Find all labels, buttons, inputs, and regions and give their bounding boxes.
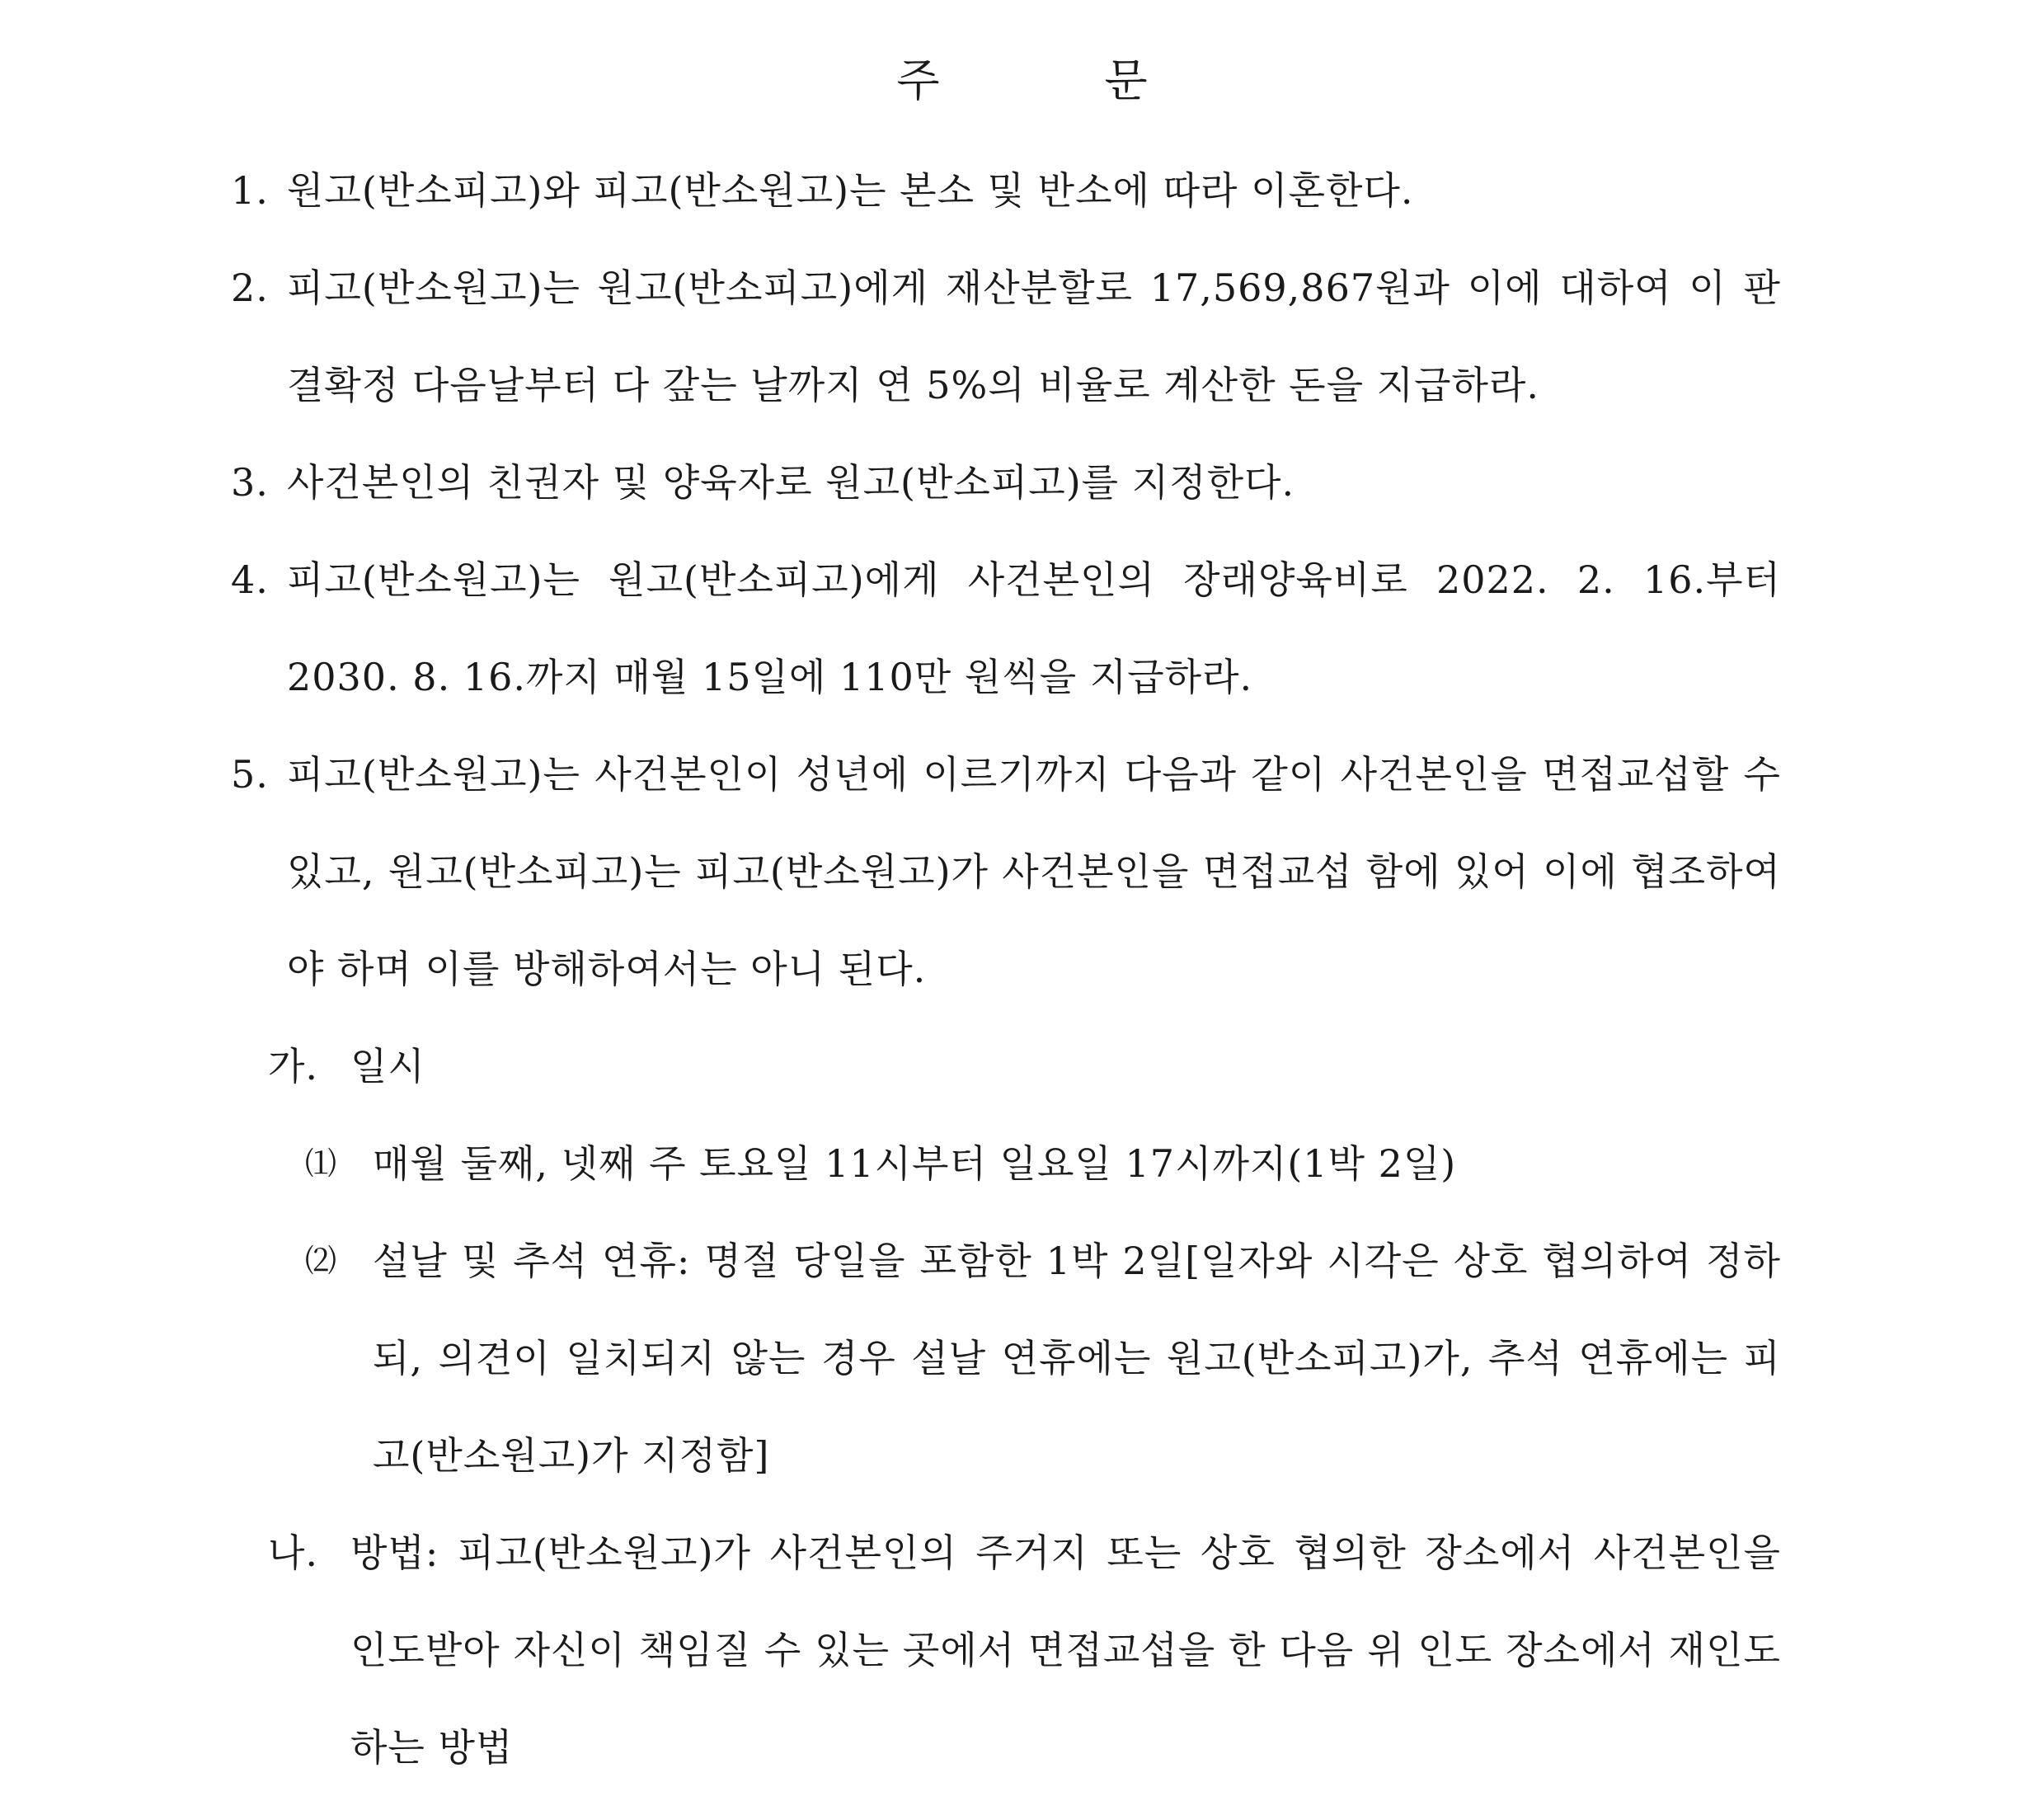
judgment-item-4 [231, 531, 1781, 726]
item-number: 2. [231, 266, 269, 310]
judgment-item-3 [231, 434, 1781, 531]
title-char-right: 문 [1104, 54, 1148, 106]
item-number: 5. [231, 752, 269, 797]
schedule-text: 설날 및 추석 연휴: 명절 당일을 포함한 1박 2일[일자와 시각은 상호 협의하여 정하되, 의견이 일치되지 않는 경우 설날 연휴에는 원고(반소피고)가, 추석 연휴에는 피고(반소원고)가 지정함] [373, 1239, 1781, 1478]
title-char-left: 주 [896, 54, 940, 106]
judgment-item-1 [231, 142, 1781, 239]
item-text: 피고(반소원고)는 원고(반소피고)에게 재산분할로 17,569,867원과 이에 대하여 이 판결확정 다음날부터 다 갚는 날까지 연 5%의 비율로 계산한 돈을 지급하라. [287, 266, 1781, 407]
judgment-item-5 [231, 726, 1781, 1018]
schedule-text: 매월 둘째, 넷째 주 토요일 11시부터 일요일 17시까지(1박 2일) [373, 1141, 1457, 1186]
judgment-item-2 [231, 239, 1781, 434]
schedule-item-2 [305, 1212, 1781, 1504]
page-title [0, 48, 2044, 114]
sub-item-na [268, 1504, 1781, 1796]
schedule-item-1 [305, 1115, 1781, 1212]
item-text: 피고(반소원고)는 사건본인이 성년에 이르기까지 다음과 같이 사건본인을 면접교섭할 수 있고, 원고(반소피고)는 피고(반소원고)가 사건본인을 면접교섭 함에 있어 이에 협조하여야 하며 이를 방해하여서는 아니 된다. [287, 752, 1781, 991]
sub-item-text: 방법: 피고(반소원고)가 사건본인의 주거지 또는 상호 협의한 장소에서 사건본인을 인도받아 자신이 책임질 수 있는 곳에서 면접교섭을 한 다음 위 인도 장소에서 재인도하는 방법 [350, 1531, 1781, 1770]
item-text: 사건본인의 친권자 및 양육자로 원고(반소피고)를 지정한다. [287, 460, 1295, 505]
item-text: 원고(반소피고)와 피고(반소원고)는 본소 및 반소에 따라 이혼한다. [287, 168, 1414, 213]
item-number: 4. [231, 557, 269, 602]
sub-item-marker: 나. [268, 1531, 319, 1575]
item-text: 피고(반소원고)는 원고(반소피고)에게 사건본인의 장래양육비로 2022. 2. 16.부터 2030. 8. 16.까지 매월 15일에 110만 원씩을 지급하라. [287, 557, 1781, 699]
schedule-marker: ⑴ [305, 1145, 338, 1182]
sub-item-marker: 가. [268, 1044, 319, 1089]
sub-item-ga [268, 1018, 1781, 1115]
item-number: 1. [231, 168, 269, 213]
item-number: 3. [231, 460, 269, 505]
sub-item-text: 일시 [350, 1044, 425, 1089]
schedule-marker: ⑵ [305, 1243, 338, 1279]
